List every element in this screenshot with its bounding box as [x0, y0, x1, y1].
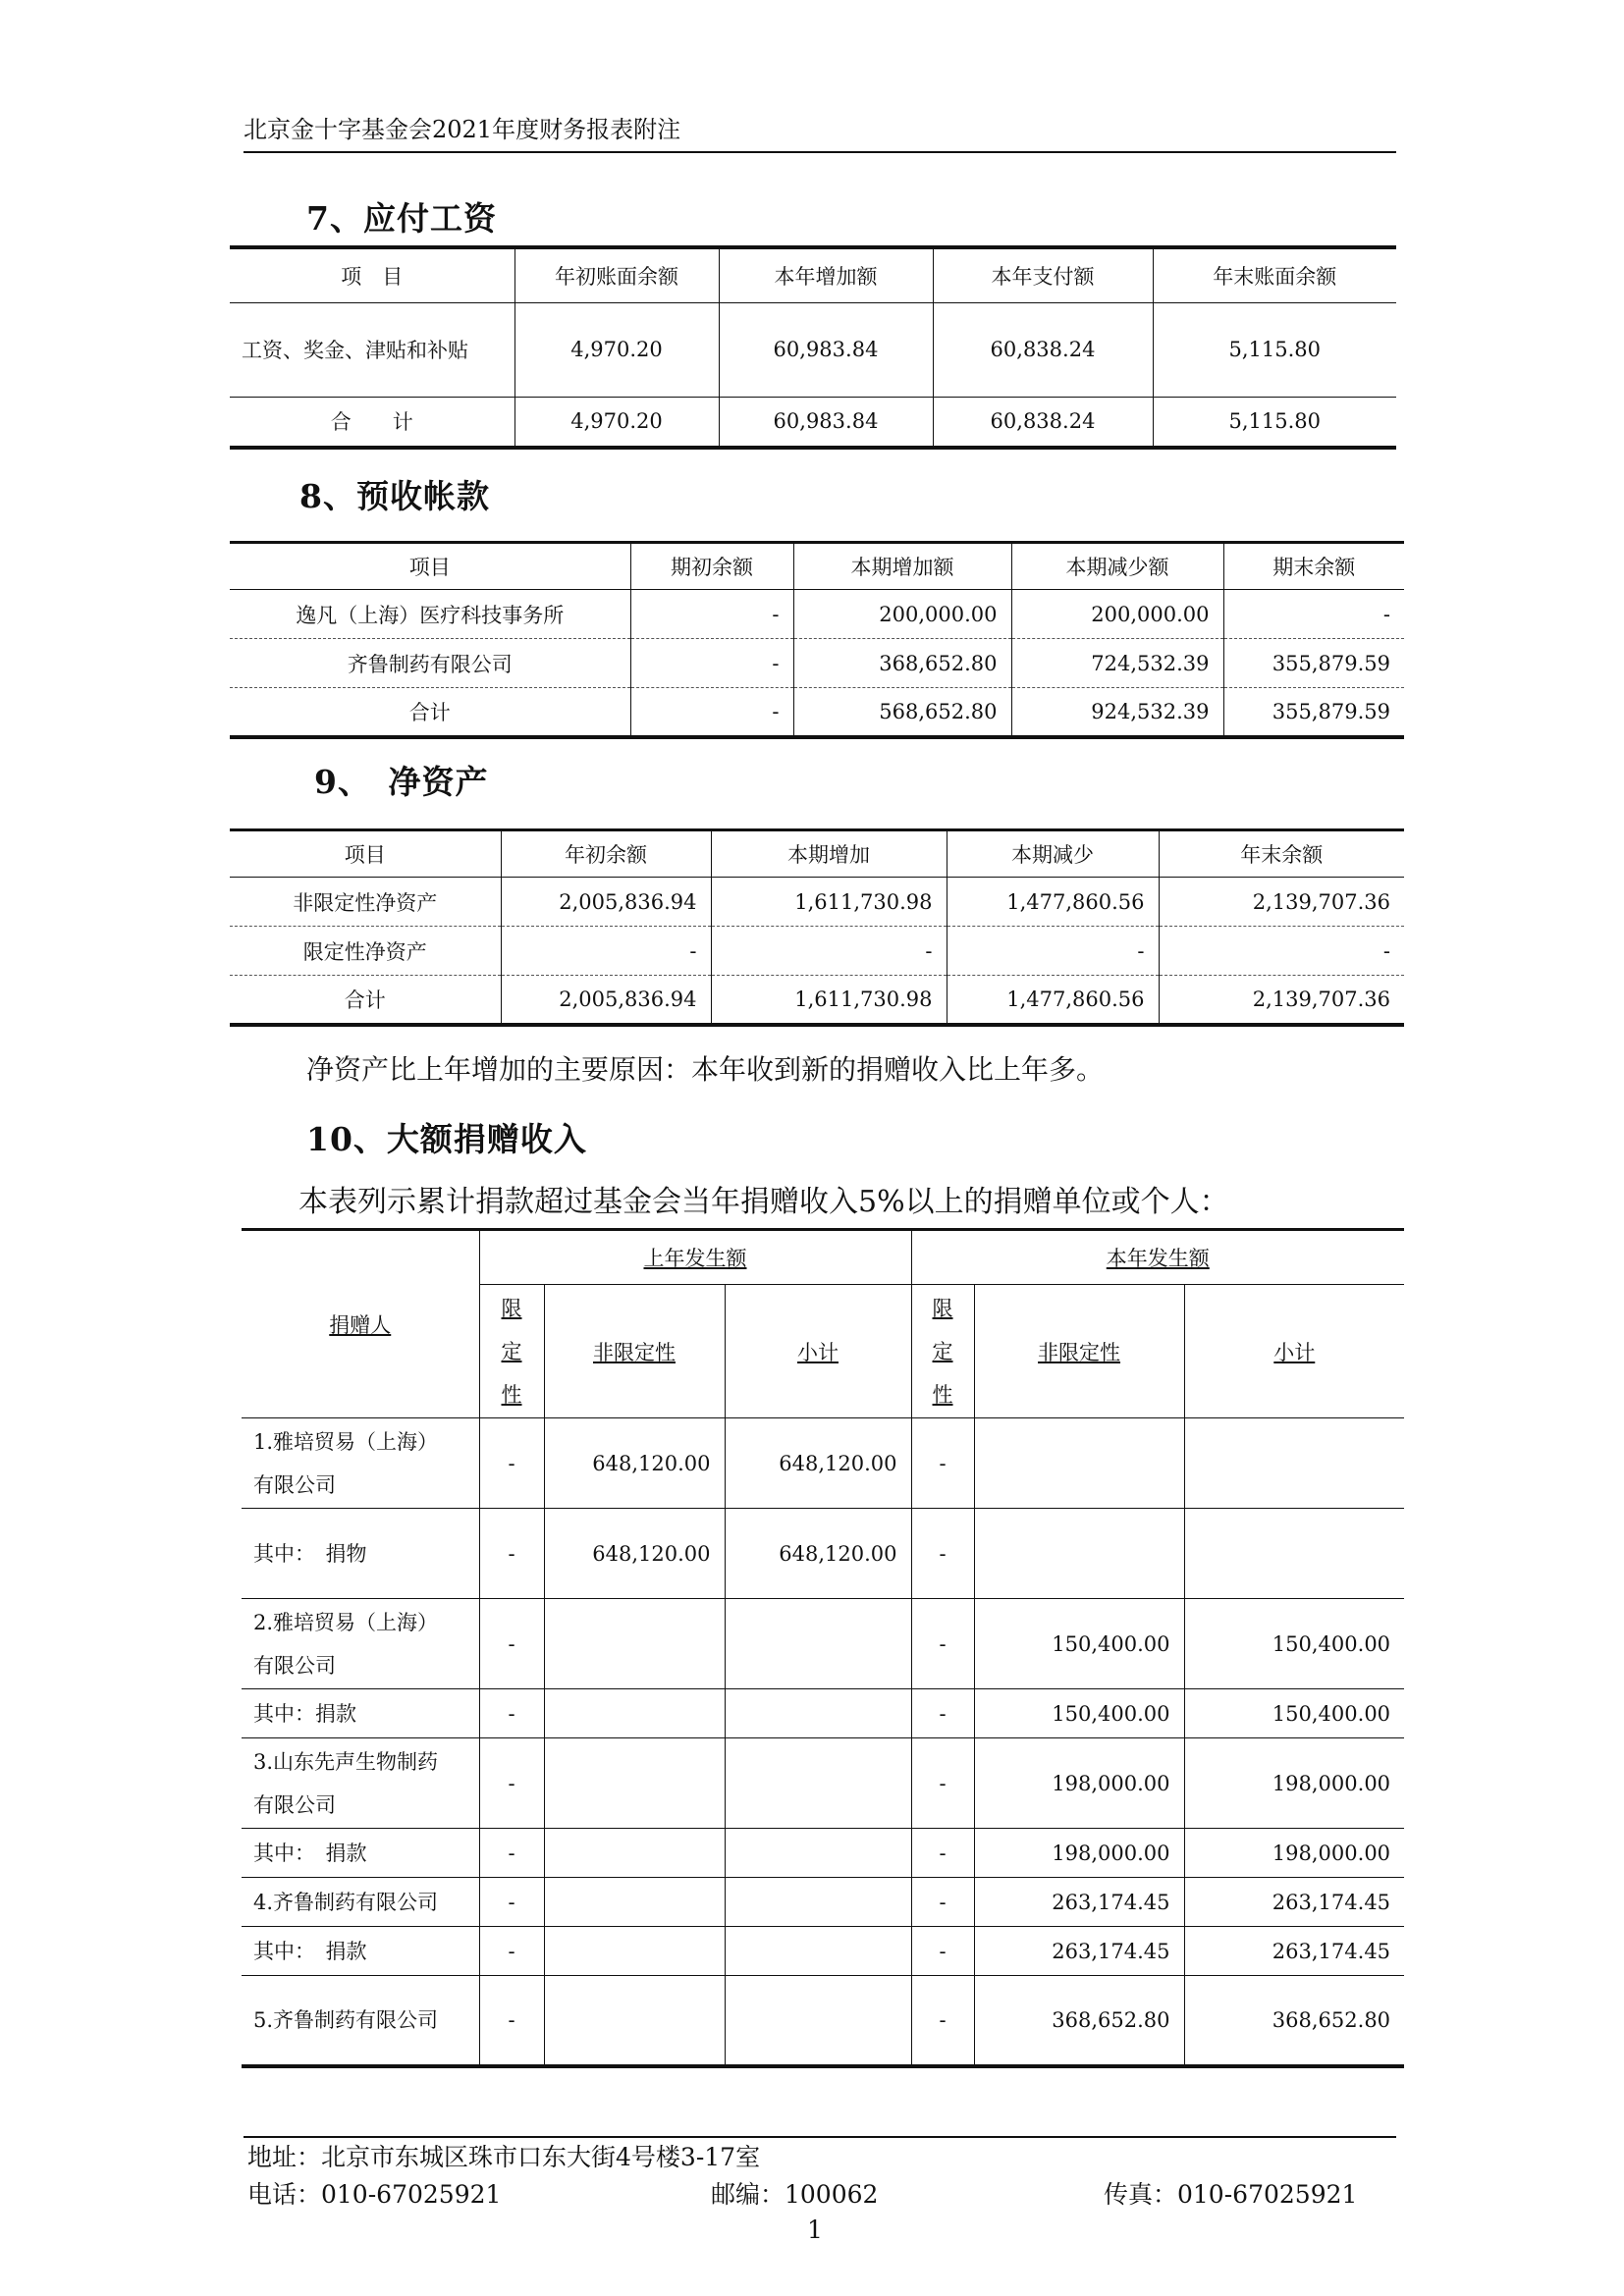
cell-value: -: [630, 688, 793, 737]
table-header-row: [242, 1230, 1404, 1285]
column-header: 期末余额: [1223, 543, 1404, 590]
donor-name-line: 4.齐鲁制药有限公司: [253, 1890, 439, 1914]
cell-value: 2,005,836.94: [501, 878, 711, 927]
cell-value: -: [911, 1976, 974, 2066]
donor-name-line: 有限公司: [253, 1792, 336, 1817]
donor-name-line: 5.齐鲁制药有限公司: [253, 2007, 439, 2032]
donor-header: 捐赠人: [242, 1230, 479, 1418]
cell-value: 2,139,707.36: [1159, 976, 1404, 1025]
cell-value: [1184, 1418, 1404, 1509]
cell-value: -: [1223, 590, 1404, 639]
cell-value: 1,477,860.56: [947, 878, 1159, 927]
cell-value: 198,000.00: [974, 1829, 1184, 1878]
cell-value: 2,139,707.36: [1159, 878, 1404, 927]
cell-value: 60,838.24: [933, 397, 1153, 448]
donor-name: [242, 1976, 479, 2066]
cell-value: -: [479, 1599, 544, 1689]
cell-value: 263,174.45: [974, 1927, 1184, 1976]
cell-value: 60,983.84: [719, 397, 933, 448]
column-header: 本期减少额: [1011, 543, 1223, 590]
cell-value: [725, 1976, 911, 2066]
cell-value: [544, 1829, 725, 1878]
donor-name-line: 其中： 捐款: [253, 1939, 367, 1963]
table-header-row: [230, 543, 1404, 590]
restricted-char: 定: [501, 1339, 522, 1363]
cell-value: 724,532.39: [1011, 639, 1223, 688]
cell-value: [544, 1738, 725, 1829]
cell-value: -: [479, 1927, 544, 1976]
donor-name: [242, 1927, 479, 1976]
column-header: 本年增加额: [719, 247, 933, 302]
donations-body: [242, 1418, 1404, 2066]
donor-name-line: 其中： 捐款: [253, 1841, 367, 1865]
cell-value: -: [711, 927, 947, 976]
donor-name-line: 有限公司: [253, 1472, 336, 1497]
donor-name-line: 3.山东先声生物制药: [253, 1749, 439, 1774]
cell-value: [544, 1689, 725, 1738]
cell-value: 1,611,730.98: [711, 976, 947, 1025]
net-assets-table: [230, 828, 1404, 1027]
cell-value: 198,000.00: [1184, 1829, 1404, 1878]
donor-name-line: 其中： 捐物: [253, 1541, 367, 1566]
cell-value: 200,000.00: [1011, 590, 1223, 639]
table-row: [242, 1689, 1404, 1738]
cell-value: 263,174.45: [1184, 1878, 1404, 1927]
restricted-header: [911, 1285, 974, 1418]
page-header: [244, 114, 1396, 153]
page-footer: [244, 2136, 1396, 2138]
cell-value: [725, 1829, 911, 1878]
cell-value: [725, 1878, 911, 1927]
cell-value: 5,115.80: [1153, 302, 1396, 397]
cell-value: 368,652.80: [1184, 1976, 1404, 2066]
row-label: 合计: [344, 988, 386, 1012]
table-row: [242, 1599, 1404, 1689]
column-header: 年末账面余额: [1153, 247, 1396, 302]
subtotal-header: 小计: [1184, 1285, 1404, 1418]
cell-value: 648,120.00: [544, 1418, 725, 1509]
cell-value: [725, 1689, 911, 1738]
large-donations-table: [242, 1228, 1404, 2068]
restricted-char: 限: [932, 1296, 953, 1320]
column-header: 年初账面余额: [514, 247, 719, 302]
cell-value: 1,611,730.98: [711, 878, 947, 927]
section-8-title: 8、预收帐款: [299, 477, 490, 515]
cell-value: 924,532.39: [1011, 688, 1223, 737]
column-header: 年初余额: [501, 830, 711, 878]
cell-value: [725, 1927, 911, 1976]
cell-value: 263,174.45: [974, 1878, 1184, 1927]
table-total-row: [230, 397, 1396, 448]
cell-value: -: [911, 1599, 974, 1689]
row-label: 齐鲁制药有限公司: [230, 639, 630, 688]
row-label: 限定性净资产: [230, 927, 501, 976]
cell-value: 568,652.80: [793, 688, 1011, 737]
unrestricted-header: 非限定性: [544, 1285, 725, 1418]
donor-name: [242, 1509, 479, 1599]
cell-value: 368,652.80: [793, 639, 1011, 688]
section-7-title: 7、应付工资: [306, 199, 497, 238]
cell-value: -: [630, 590, 793, 639]
cell-value: -: [479, 1976, 544, 2066]
footer-fax: 传真：010-67025921: [1104, 2180, 1358, 2209]
cell-value: 150,400.00: [1184, 1689, 1404, 1738]
cell-value: -: [911, 1927, 974, 1976]
cell-value: [725, 1599, 911, 1689]
restricted-char: 限: [501, 1296, 522, 1320]
row-label: 合 计: [330, 410, 413, 435]
table-row: [242, 1878, 1404, 1927]
column-header: 本期减少: [947, 830, 1159, 878]
footer-phone: 电话：010-67025921: [247, 2180, 502, 2209]
cell-value: -: [911, 1418, 974, 1509]
cell-value: -: [479, 1689, 544, 1738]
payroll-table: [230, 245, 1396, 450]
row-label: 合计: [408, 700, 451, 724]
restricted-char: 性: [932, 1382, 953, 1407]
restricted-char: 性: [501, 1382, 522, 1407]
cell-value: 355,879.59: [1223, 639, 1404, 688]
page-number: 1: [807, 2216, 823, 2244]
donor-name-line: 其中：捐款: [253, 1701, 356, 1726]
header-title: 北京金十字基金会2021年度财务报表附注: [244, 116, 681, 143]
footer-address: 地址：北京市东城区珠市口东大街4号楼3-17室: [247, 2143, 761, 2171]
restricted-header: [479, 1285, 544, 1418]
cell-value: -: [911, 1878, 974, 1927]
cell-value: -: [947, 927, 1159, 976]
table-total-row: [230, 976, 1404, 1025]
donor-name: [242, 1878, 479, 1927]
cell-value: 648,120.00: [725, 1509, 911, 1599]
cell-value: 1,477,860.56: [947, 976, 1159, 1025]
cell-value: 60,838.24: [933, 302, 1153, 397]
column-header: 年末余额: [1159, 830, 1404, 878]
cell-value: -: [1159, 927, 1404, 976]
column-header: 项目: [230, 543, 630, 590]
row-label: 工资、奖金、津贴和补贴: [230, 302, 514, 397]
cell-value: -: [911, 1738, 974, 1829]
cell-value: [544, 1599, 725, 1689]
table-row: [242, 1738, 1404, 1829]
cell-value: -: [501, 927, 711, 976]
donor-name-line: 1.雅培贸易（上海）: [253, 1429, 439, 1454]
cell-value: -: [911, 1509, 974, 1599]
table-row: [242, 1927, 1404, 1976]
cell-value: -: [479, 1878, 544, 1927]
cell-value: 368,652.80: [974, 1976, 1184, 2066]
donor-name: [242, 1829, 479, 1878]
cell-value: [544, 1878, 725, 1927]
cell-value: [974, 1418, 1184, 1509]
cell-value: 263,174.45: [1184, 1927, 1404, 1976]
footer-postcode: 邮编：100062: [711, 2180, 879, 2209]
table-row: [242, 1418, 1404, 1509]
cell-value: -: [479, 1738, 544, 1829]
table-row: [230, 927, 1404, 976]
net-assets-note: 净资产比上年增加的主要原因：本年收到新的捐赠收入比上年多。: [306, 1053, 1105, 1086]
cell-value: [974, 1509, 1184, 1599]
donor-name-line: 2.雅培贸易（上海）: [253, 1610, 439, 1634]
cell-value: -: [630, 639, 793, 688]
donor-name: [242, 1738, 479, 1829]
cell-value: 60,983.84: [719, 302, 933, 397]
this-year-header: 本年发生额: [911, 1230, 1404, 1285]
cell-value: 648,120.00: [725, 1418, 911, 1509]
cell-value: -: [479, 1418, 544, 1509]
table-row: [230, 302, 1396, 397]
donor-name: [242, 1689, 479, 1738]
unrestricted-header: 非限定性: [974, 1285, 1184, 1418]
column-header: 本期增加额: [793, 543, 1011, 590]
cell-value: 5,115.80: [1153, 397, 1396, 448]
donor-name: [242, 1599, 479, 1689]
cell-value: [1184, 1509, 1404, 1599]
table-header-row: [230, 830, 1404, 878]
cell-value: [725, 1738, 911, 1829]
cell-value: 198,000.00: [974, 1738, 1184, 1829]
table-row: [242, 1509, 1404, 1599]
column-header: 项目: [230, 830, 501, 878]
cell-value: 150,400.00: [974, 1599, 1184, 1689]
advance-receipts-table: [230, 541, 1404, 739]
section-10-intro: 本表列示累计捐款超过基金会当年捐赠收入5%以上的捐赠单位或个人：: [298, 1185, 1229, 1219]
cell-value: 355,879.59: [1223, 688, 1404, 737]
cell-value: 150,400.00: [1184, 1599, 1404, 1689]
table-row: [230, 639, 1404, 688]
column-header: 项 目: [230, 247, 514, 302]
row-label: 逸凡（上海）医疗科技事务所: [230, 590, 630, 639]
prev-year-header: 上年发生额: [479, 1230, 911, 1285]
cell-value: [544, 1976, 725, 2066]
table-row: [230, 590, 1404, 639]
cell-value: 150,400.00: [974, 1689, 1184, 1738]
cell-value: -: [911, 1689, 974, 1738]
table-row: [242, 1976, 1404, 2066]
column-header: 本年支付额: [933, 247, 1153, 302]
section-10-title: 10、大额捐赠收入: [306, 1120, 587, 1158]
donor-name-line: 有限公司: [253, 1653, 336, 1678]
cell-value: -: [911, 1829, 974, 1878]
subtotal-header: 小计: [725, 1285, 911, 1418]
restricted-char: 定: [932, 1339, 953, 1363]
table-row: [242, 1829, 1404, 1878]
table-total-row: [230, 688, 1404, 737]
cell-value: -: [479, 1509, 544, 1599]
column-header: 本期增加: [711, 830, 947, 878]
cell-value: 4,970.20: [514, 302, 719, 397]
section-9-title: 9、 净资产: [314, 763, 489, 801]
table-row: [230, 878, 1404, 927]
cell-value: 198,000.00: [1184, 1738, 1404, 1829]
cell-value: -: [479, 1829, 544, 1878]
cell-value: [544, 1927, 725, 1976]
cell-value: 648,120.00: [544, 1509, 725, 1599]
cell-value: 200,000.00: [793, 590, 1011, 639]
row-label: 非限定性净资产: [230, 878, 501, 927]
cell-value: 4,970.20: [514, 397, 719, 448]
table-header-row: [230, 247, 1396, 302]
cell-value: 2,005,836.94: [501, 976, 711, 1025]
donor-name: [242, 1418, 479, 1509]
column-header: 期初余额: [630, 543, 793, 590]
